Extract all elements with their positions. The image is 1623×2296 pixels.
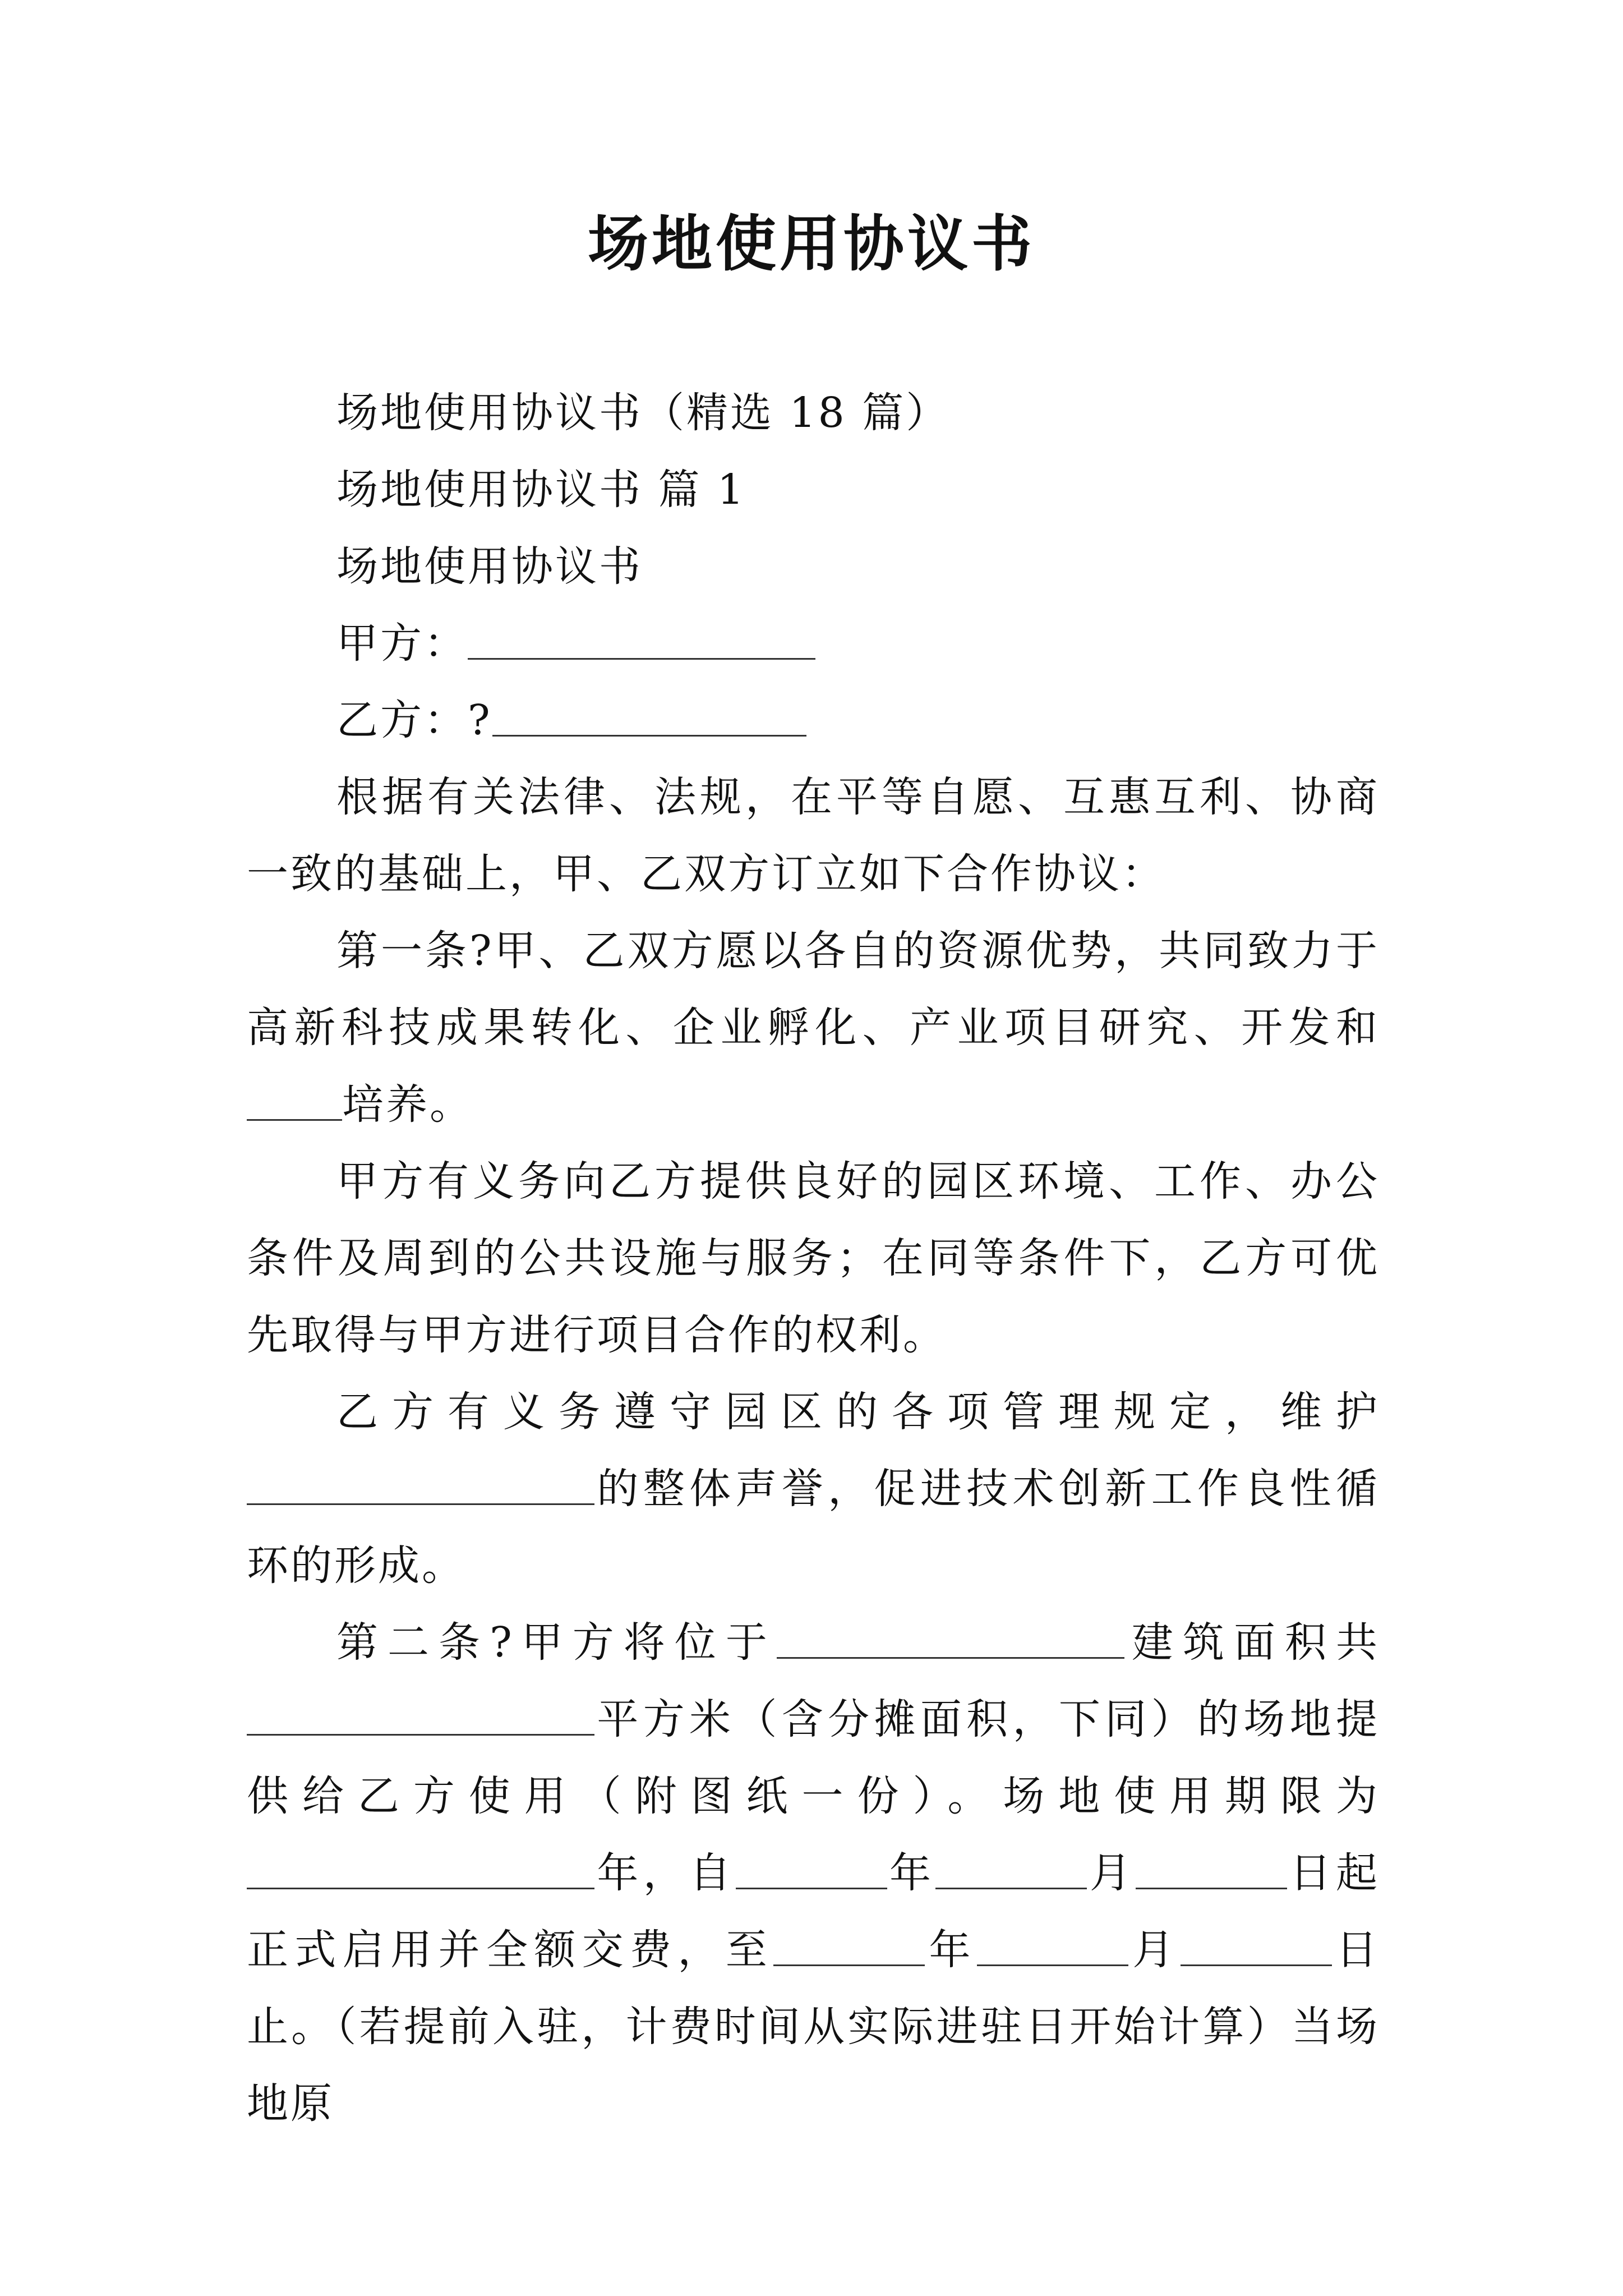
duty-a-text: 甲方有义务向乙方提供良好的园区环境、工作、办公条件及周到的公共设施与服务；在同等条件下，乙方可优先取得与甲方进行项目合作的权利。: [247, 1157, 1380, 1359]
party-a-label: 甲方：: [336, 619, 468, 668]
party-b-label: 乙方：?: [336, 696, 492, 744]
party-a-line: [247, 605, 1380, 682]
party-a-blank: [468, 620, 815, 660]
article-2-blank-end-month: [977, 1927, 1128, 1966]
intro-text: 根据有关法律、法规，在平等自愿、互惠互利、协商一致的基础上，甲、乙双方订立如下合作协议：: [247, 773, 1380, 898]
article-2-blank-end-day: [1181, 1927, 1332, 1966]
article-1-paragraph: [247, 913, 1380, 1143]
heading-text: 场地使用协议书: [336, 542, 643, 591]
article-2-blank-start-month: [935, 1850, 1087, 1889]
article-2-text-3: 平方米（含分摊面积，下同）的场地提供给乙方使用（附图纸一份）。场地使用期限为: [247, 1695, 1380, 1820]
article-2-blank-start-day: [1136, 1850, 1287, 1889]
subtitle-line: [247, 375, 1380, 452]
chapter-text: 场地使用协议书 篇 1: [336, 466, 746, 514]
duty-b-blank: [247, 1466, 594, 1505]
duty-b-paragraph: [247, 1374, 1380, 1604]
article-1-text: 第一条?甲、乙双方愿以各自的资源优势，共同致力于高新科技成果转化、企业孵化、产业项目研究、开发和: [247, 927, 1380, 1052]
duty-b-text-2: 的整体声誉，促进技术创新工作良性循环的形成。: [247, 1465, 1380, 1590]
article-2-text-7: 日起正式启用并全额交费，至: [247, 1849, 1380, 1974]
heading-line: [247, 528, 1380, 605]
article-2-text-6: 月: [1087, 1849, 1136, 1897]
article-2-text-2: 建筑面积共: [1124, 1618, 1380, 1667]
article-2-text-4: 年，自: [594, 1849, 736, 1897]
article-2-blank-years: [247, 1850, 594, 1889]
article-2-text-9: 月: [1128, 1926, 1181, 1974]
party-b-line: [247, 682, 1380, 759]
article-2-blank-area: [247, 1696, 594, 1736]
article-1-end: 培养。: [342, 1080, 473, 1129]
document-body: [247, 375, 1380, 2142]
article-2-text-1: 第二条?甲方将位于: [336, 1618, 777, 1667]
article-2-blank-location: [777, 1619, 1124, 1659]
article-2-blank-end-year: [773, 1927, 925, 1966]
document-title: 场地使用协议书: [587, 209, 1035, 279]
article-2-text-5: 年: [887, 1849, 936, 1897]
article-2-blank-start-year: [736, 1850, 887, 1889]
intro-paragraph: [247, 759, 1380, 913]
subtitle-text: 场地使用协议书（精选 18 篇）: [336, 389, 950, 437]
article-2-paragraph: [247, 1604, 1380, 2142]
party-b-blank: [492, 697, 806, 737]
duty-a-paragraph: [247, 1143, 1380, 1374]
article-2-text-8: 年: [925, 1926, 977, 1974]
chapter-line: [247, 452, 1380, 528]
article-2-text-10: 日止。（若提前入驻，计费时间从实际进驻日开始计算）当场地原: [247, 1926, 1380, 2128]
duty-b-text-1: 乙方有义务遵守园区的各项管理规定，维护: [336, 1388, 1380, 1436]
article-1-blank: [247, 1082, 342, 1121]
